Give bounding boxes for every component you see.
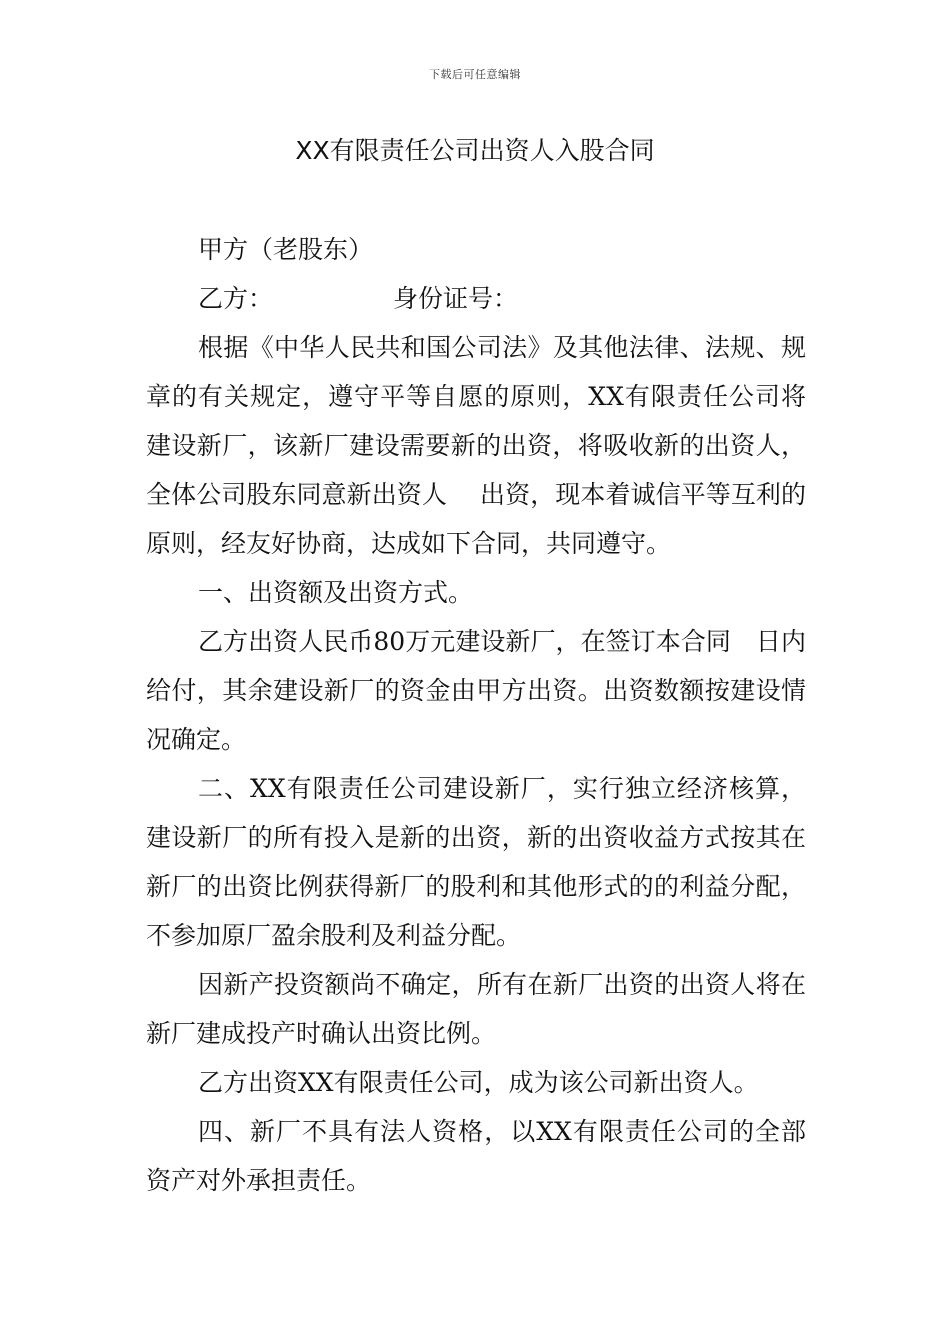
- paragraph-section-2: 二、XX有限责任公司建设新厂，实行独立经济核算，建设新厂的所有投入是新的出资，新的出资收益方式按其在新厂的出资比例获得新厂的股利和其他形式的的利益分配，不参加原厂盈余股利及利益分配。: [146, 774, 806, 950]
- paragraph-investment-amount: 乙方出资人民币80万元建设新厂，在签订本合同 日内给付，其余建设新厂的资金由甲方出资。出资数额按建设情况确定。: [146, 627, 806, 754]
- paragraph-preamble: 根据《中华人民共和国公司法》及其他法律、法规、规章的有关规定，遵守平等自愿的原则，XX有限责任公司将建设新厂，该新厂建设需要新的出资，将吸收新的出资人，全体公司股东同意新出资人 出资，现本着诚信平等互利的原则，经友好协商，达成如下合同，共同遵守。: [146, 333, 806, 558]
- party-b-line: [146, 274, 806, 323]
- contract-body: [146, 225, 806, 1205]
- paragraph-section-1-heading: 一、出资额及出资方式。: [198, 578, 474, 607]
- party-a-line: [146, 225, 806, 274]
- paragraph-new-investor: 乙方出资XX有限责任公司，成为该公司新出资人。: [198, 1068, 759, 1097]
- party-a-label: 甲方（老股东）: [198, 235, 374, 264]
- party-b-label: 乙方：: [198, 284, 274, 313]
- paragraph-section-4: 四、新厂不具有法人资格，以XX有限责任公司的全部资产对外承担责任。: [146, 1117, 806, 1195]
- page-title: XX有限责任公司出资人入股合同: [295, 136, 655, 165]
- paragraph-ratio-confirmation: 因新产投资额尚不确定，所有在新厂出资的出资人将在新厂建成投产时确认出资比例。: [146, 970, 806, 1048]
- header-note: 下载后可任意编辑: [429, 68, 521, 81]
- party-b-id-label: 身份证号：: [393, 284, 519, 313]
